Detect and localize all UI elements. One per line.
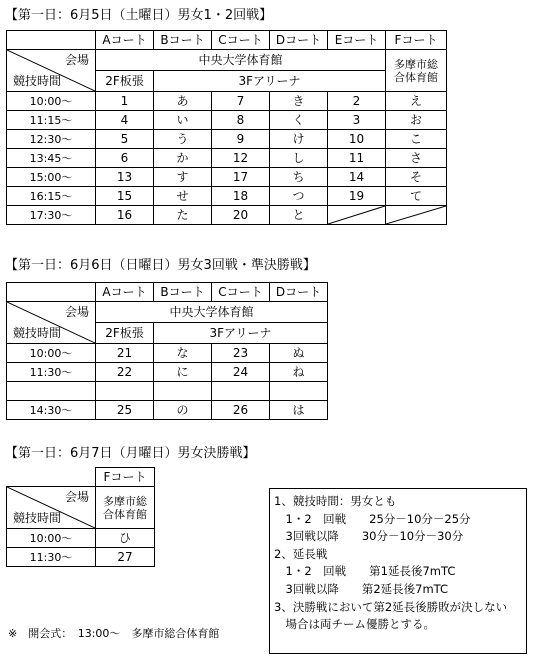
match-cell: た: [154, 206, 212, 225]
table-row: [7, 401, 328, 420]
venue-label: 会場: [64, 53, 89, 67]
match-cell: 16: [96, 206, 154, 225]
match-cell: ぬ: [270, 344, 328, 363]
rule-line: 3回戦以降 第2延長後7mTC: [274, 581, 449, 596]
match-cell: そ: [386, 168, 447, 187]
match-cell: 12: [212, 149, 270, 168]
day3-schedule-table: [6, 467, 155, 567]
match-cell: な: [154, 344, 212, 363]
match-cell: え: [386, 92, 447, 111]
match-cell: け: [270, 130, 328, 149]
sub-venue: 3Fアリーナ: [154, 323, 328, 344]
day1-title: 【第一日：6月5日（土曜日）男女1・2回戦】: [5, 8, 273, 23]
court-header: Aコート: [96, 31, 154, 50]
match-cell: せ: [154, 187, 212, 206]
match-cell: 27: [96, 548, 155, 567]
court-header: Eコート: [328, 31, 386, 50]
time-cell: 11:30～: [7, 548, 96, 567]
rule-line: 2、延長戦: [274, 546, 328, 561]
match-cell: 15: [96, 187, 154, 206]
court-header: Cコート: [212, 283, 270, 302]
court-header: Dコート: [270, 31, 328, 50]
sub-venue: 2F板張: [96, 71, 154, 92]
table-row: [7, 548, 155, 567]
sub-venue: 3Fアリーナ: [154, 71, 386, 92]
venue-f: [386, 50, 447, 92]
time-cell: [7, 382, 96, 401]
time-cell: 11:30～: [7, 363, 96, 382]
match-cell: 25: [96, 401, 154, 420]
rule-line: 場合は両チーム優勝とする。: [274, 617, 435, 632]
blank-cell: [7, 283, 96, 302]
corner-header: [7, 50, 96, 92]
match-cell: つ: [270, 187, 328, 206]
time-cell: 13:45～: [7, 149, 96, 168]
table-row: [7, 187, 447, 206]
court-header: Bコート: [154, 31, 212, 50]
match-cell: [212, 382, 270, 401]
time-cell: 11:15～: [7, 111, 96, 130]
corner-header: [7, 302, 96, 344]
time-cell: 14:30～: [7, 401, 96, 420]
slash-diagonal: [328, 206, 385, 224]
blank-cell: [7, 468, 96, 487]
match-cell: に: [154, 363, 212, 382]
match-cell: 3: [328, 111, 386, 130]
time-cell: 16:15～: [7, 187, 96, 206]
rule-line: 3、決勝戦において第2延長後勝敗が決しない: [274, 599, 508, 614]
empty-slot-cell: [328, 206, 386, 225]
venue-f: [96, 487, 155, 529]
match-cell: 26: [212, 401, 270, 420]
match-cell: こ: [386, 130, 447, 149]
table-row: [7, 168, 447, 187]
table-row: [7, 529, 155, 548]
blank-cell: [7, 31, 96, 50]
match-cell: さ: [386, 149, 447, 168]
rules-box: [269, 488, 527, 654]
match-cell: 20: [212, 206, 270, 225]
time-cell: 10:00～: [7, 92, 96, 111]
day3-title: 【第一日：6月7日（月曜日）男女決勝戦】: [5, 446, 256, 461]
match-cell: い: [154, 111, 212, 130]
venue-name: 中央大学体育館: [96, 302, 328, 323]
match-cell: [96, 382, 154, 401]
rule-line: 3回戦以降 30分－10分－30分: [274, 529, 464, 544]
day2-title: 【第一日：6月6日（日曜日）男女3回戦・準決勝戦】: [5, 258, 316, 273]
match-cell: 24: [212, 363, 270, 382]
match-cell: [154, 382, 212, 401]
day2-schedule-table: [6, 282, 328, 420]
match-cell: て: [386, 187, 447, 206]
table-row: [7, 382, 328, 401]
time-label: 競技時間: [13, 74, 62, 88]
match-cell: き: [270, 92, 328, 111]
slash-diagonal: [386, 206, 446, 224]
match-cell: ね: [270, 363, 328, 382]
time-label: 競技時間: [13, 511, 62, 525]
match-cell: 21: [96, 344, 154, 363]
venue-name: 中央大学体育館: [96, 50, 386, 71]
match-cell: す: [154, 168, 212, 187]
match-cell: 5: [96, 130, 154, 149]
time-cell: 17:30～: [7, 206, 96, 225]
match-cell: ひ: [96, 529, 155, 548]
match-cell: 7: [212, 92, 270, 111]
table-row: [7, 149, 447, 168]
rule-line: 1、競技時間：男女とも: [274, 494, 397, 508]
day1-schedule-table: [6, 30, 447, 225]
opening-ceremony-note: ※ 開会式： 13:00～ 多摩市総合体育館: [8, 627, 220, 640]
match-cell: 13: [96, 168, 154, 187]
match-cell: と: [270, 206, 328, 225]
match-cell: あ: [154, 92, 212, 111]
venue-f-line: 多摩市総: [103, 494, 147, 508]
court-header: Bコート: [154, 283, 212, 302]
table-row: [7, 92, 447, 111]
match-cell: 10: [328, 130, 386, 149]
match-cell: し: [270, 149, 328, 168]
venue-label: 会場: [64, 490, 89, 504]
match-cell: 22: [96, 363, 154, 382]
court-header: Fコート: [96, 468, 155, 487]
match-cell: [270, 382, 328, 401]
rule-line: 1・2 回戦 第1延長後7mTC: [274, 564, 456, 579]
match-cell: 17: [212, 168, 270, 187]
table-row: [7, 344, 328, 363]
match-cell: う: [154, 130, 212, 149]
time-cell: 10:00～: [7, 529, 96, 548]
time-cell: 12:30～: [7, 130, 96, 149]
match-cell: 4: [96, 111, 154, 130]
court-header: Aコート: [96, 283, 154, 302]
match-cell: 9: [212, 130, 270, 149]
match-cell: の: [154, 401, 212, 420]
venue-f-line: 合体育館: [394, 70, 438, 84]
court-header: Fコート: [386, 31, 447, 50]
table-row: [7, 111, 447, 130]
match-cell: 8: [212, 111, 270, 130]
match-cell: く: [270, 111, 328, 130]
venue-label: 会場: [64, 305, 89, 319]
table-row: [7, 363, 328, 382]
time-cell: 15:00～: [7, 168, 96, 187]
court-header: Cコート: [212, 31, 270, 50]
venue-f-line: 多摩市総: [394, 57, 438, 71]
match-cell: 14: [328, 168, 386, 187]
match-cell: は: [270, 401, 328, 420]
match-cell: か: [154, 149, 212, 168]
table-row: [7, 206, 447, 225]
corner-header: [7, 487, 96, 529]
match-cell: お: [386, 111, 447, 130]
venue-f-line: 合体育館: [103, 507, 147, 521]
table-row: [7, 130, 447, 149]
match-cell: ち: [270, 168, 328, 187]
match-cell: 18: [212, 187, 270, 206]
time-label: 競技時間: [13, 326, 62, 340]
time-cell: 10:00～: [7, 344, 96, 363]
match-cell: 6: [96, 149, 154, 168]
match-cell: 1: [96, 92, 154, 111]
sub-venue: 2F板張: [96, 323, 154, 344]
empty-slot-cell: [386, 206, 447, 225]
match-cell: 23: [212, 344, 270, 363]
court-header: Dコート: [270, 283, 328, 302]
match-cell: 11: [328, 149, 386, 168]
rule-line: 1・2 回戦 25分－10分－25分: [274, 511, 471, 526]
match-cell: 19: [328, 187, 386, 206]
match-cell: 2: [328, 92, 386, 111]
